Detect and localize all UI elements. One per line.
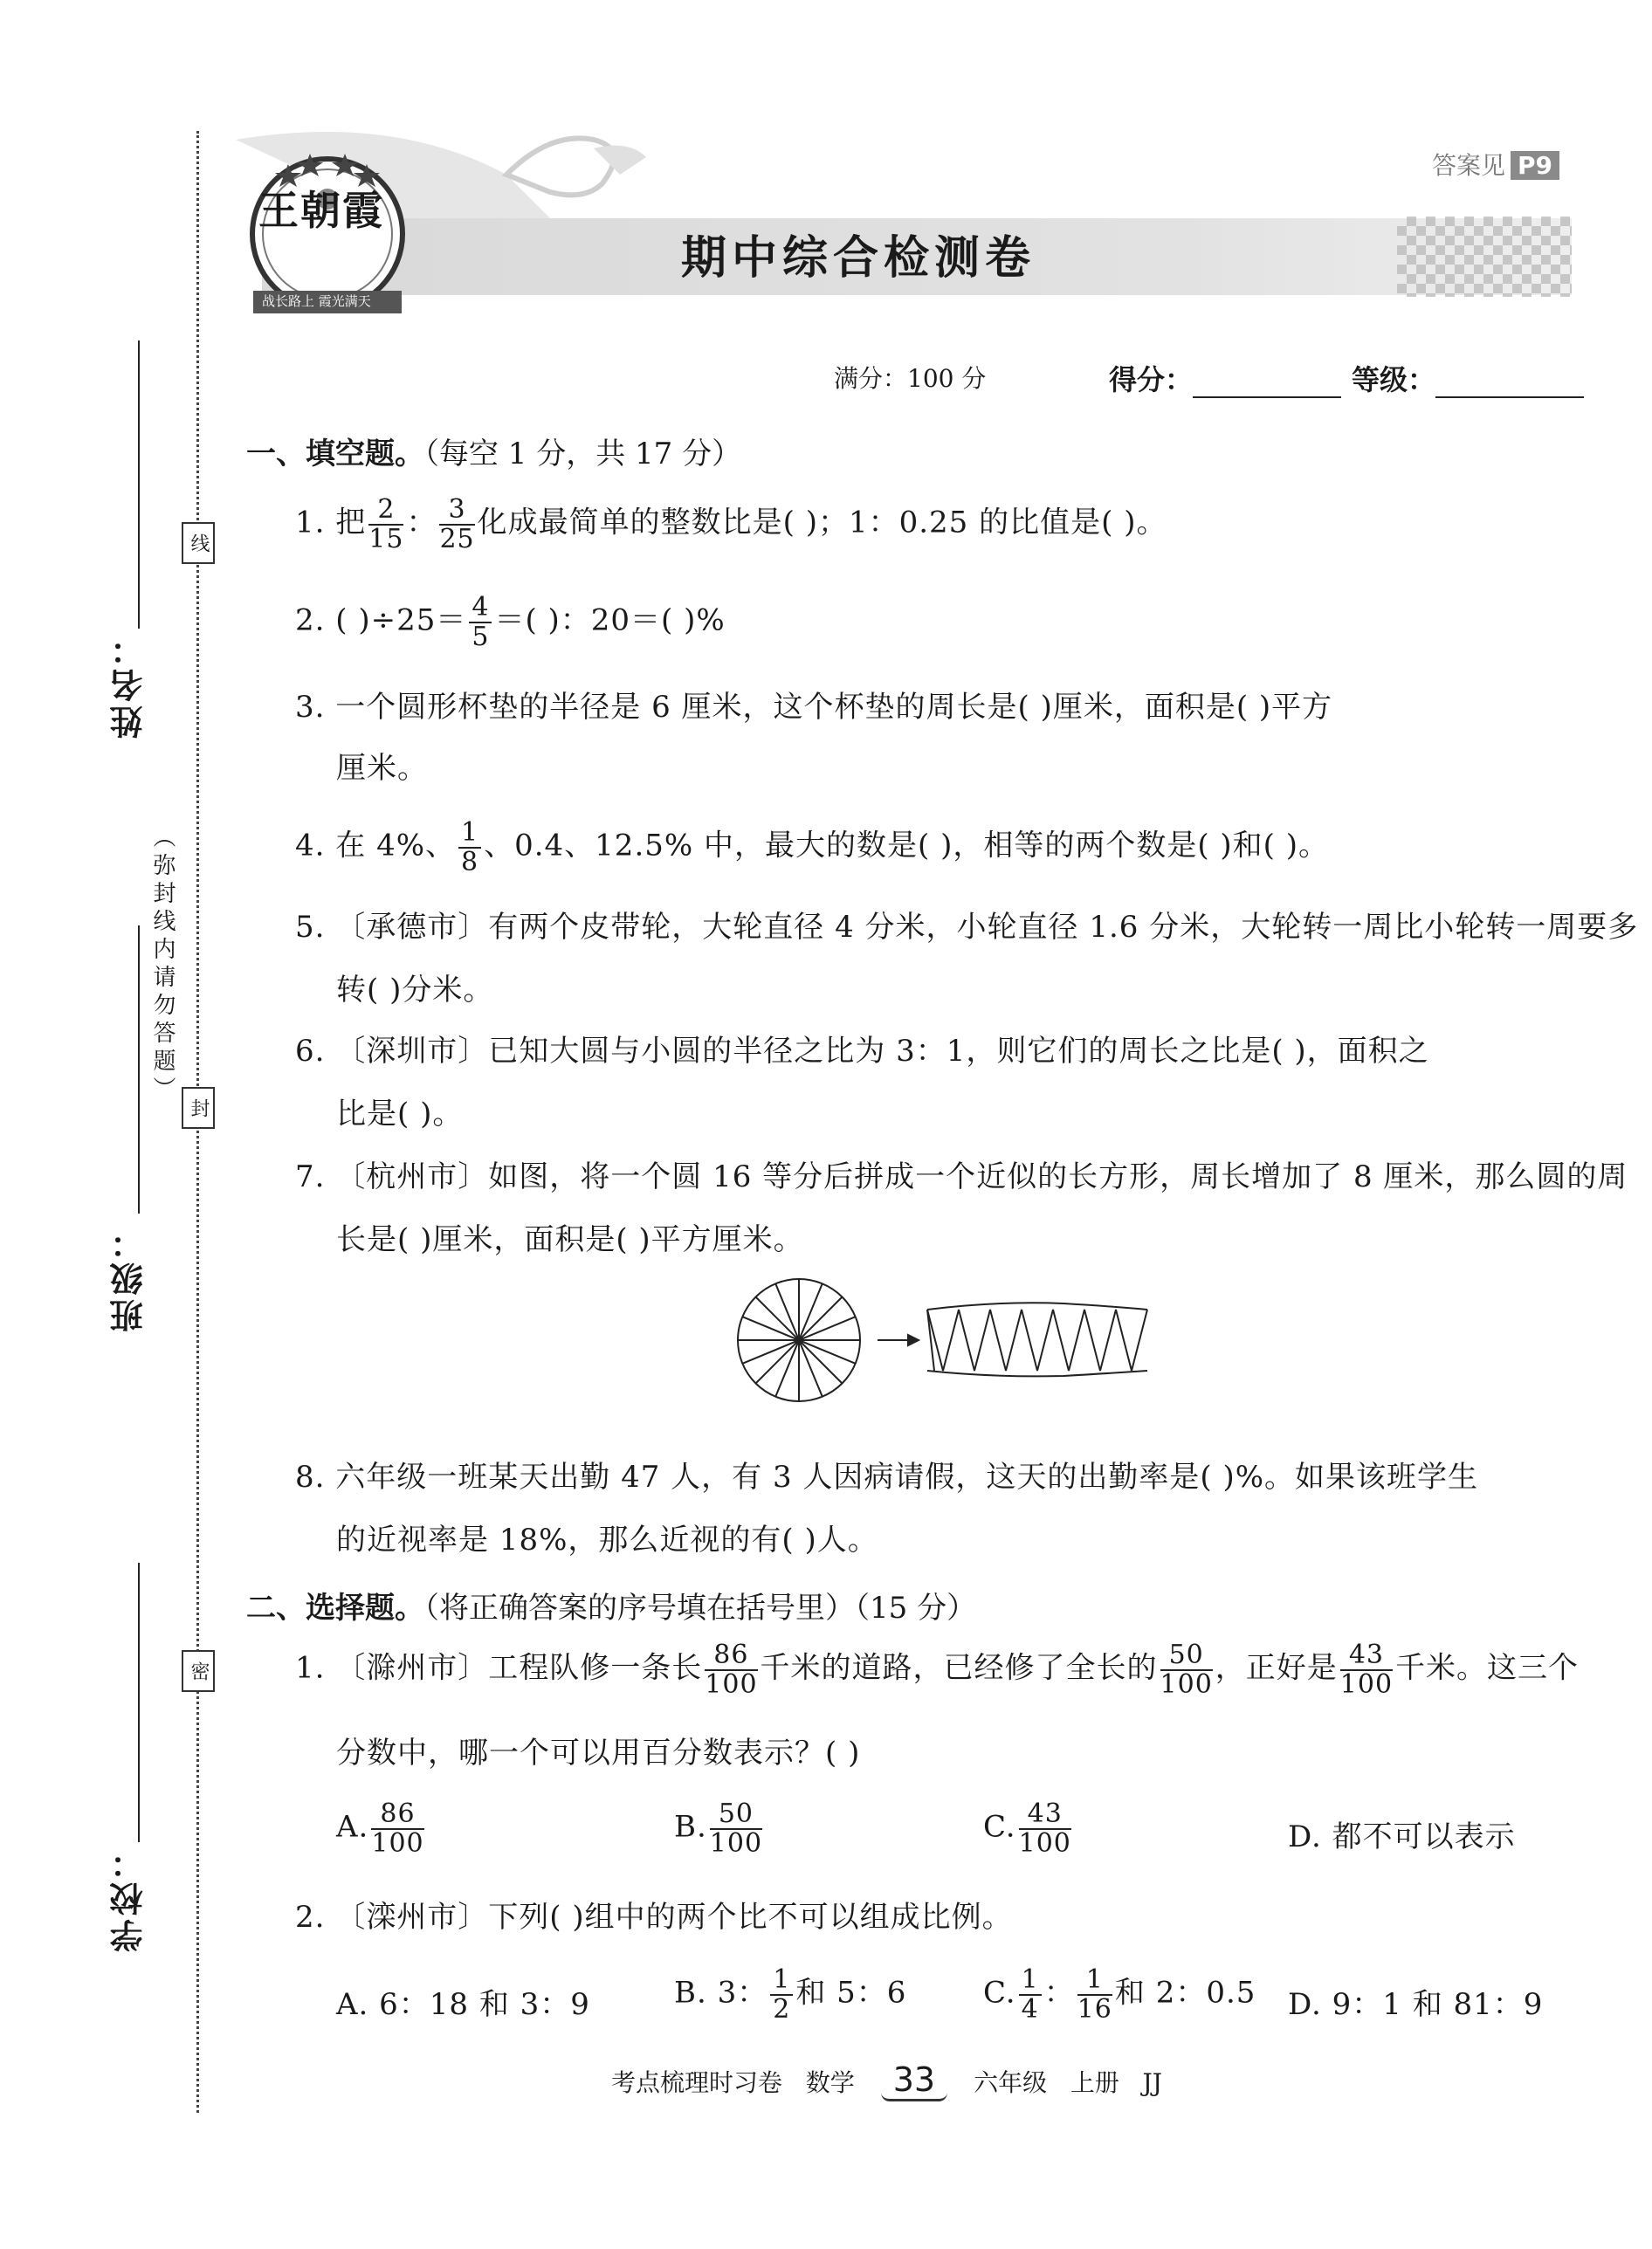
section1-note: （每空 1 分，共 17 分）	[424, 437, 742, 471]
q-text: 一个圆形杯垫的半径是 6 厘米，这个杯垫的周长是( )厘米，面积是( )平方	[335, 690, 1333, 725]
footer-grade: 六年级	[974, 2068, 1048, 2097]
s2-q2-option-c[interactable]	[983, 1966, 1256, 2023]
s1-q6-line2: 比是( )。	[336, 1097, 464, 1131]
denominator: 15	[368, 523, 404, 554]
denominator: 100	[1160, 1668, 1213, 1700]
full-marks: 满分：100 分	[834, 364, 987, 393]
s1-q5-line1	[295, 903, 1638, 946]
score-field[interactable]	[1109, 358, 1341, 398]
numerator: 3	[439, 496, 474, 526]
option-text: B. 3：	[674, 1975, 768, 2011]
numerator: 1	[770, 1966, 793, 1996]
name-label: 姓名：	[110, 629, 148, 739]
numerator: 50	[1160, 1641, 1213, 1671]
q-text: 〔深圳市〕已知大圆与小圆的半径之比为 3：1，则它们的周长之比是( )，面积之	[335, 1034, 1429, 1069]
q-text: ，正好是	[1215, 1650, 1338, 1686]
ratio-colon: ：	[1043, 1975, 1075, 2011]
denominator: 16	[1077, 1993, 1112, 2025]
option-text: 和 2：0.5	[1114, 1975, 1256, 2011]
option-label: A.	[336, 1809, 369, 1845]
seal-note: （弥封线内请勿答题）	[149, 825, 176, 1104]
footer-edition: JJ	[1142, 2068, 1162, 2097]
grade-field[interactable]	[1352, 358, 1584, 398]
page-footer	[611, 2060, 1162, 2101]
denominator: 100	[371, 1827, 424, 1859]
s2-q2-option-d[interactable]: D. 9：1 和 81：9	[1288, 1987, 1544, 2022]
option-text: 和 5：6	[795, 1975, 907, 2011]
fraction	[1019, 1966, 1042, 2023]
denominator: 25	[439, 523, 475, 554]
s1-q5-line2: 转( )分米。	[336, 973, 494, 1008]
s2-q1-line1	[295, 1641, 1579, 1698]
score-line[interactable]	[1193, 370, 1341, 398]
page-number: 33	[881, 2060, 947, 2101]
checker-pattern	[1397, 217, 1572, 297]
fraction	[458, 819, 481, 876]
q-text: 〔杭州市〕如图，将一个圆 16 等分后拼成一个近似的长方形，周长增加了 8 厘米，那么圆的周	[335, 1159, 1628, 1194]
s1-q6-line1	[295, 1027, 1429, 1069]
section2-note: （将正确答案的序号填在括号里）（15 分）	[424, 1591, 977, 1626]
numerator: 86	[371, 1800, 423, 1830]
option-c[interactable]	[983, 1800, 1074, 1857]
fraction	[705, 1641, 757, 1698]
class-rule	[138, 925, 140, 1214]
denominator: 100	[1018, 1827, 1071, 1859]
s1-q2	[295, 594, 726, 650]
fraction	[770, 1966, 793, 2023]
numerator: 1	[458, 819, 481, 849]
fraction	[1160, 1641, 1213, 1698]
fraction	[469, 594, 492, 650]
denominator: 5	[472, 621, 490, 652]
footer-book: 考点梳理时习卷	[611, 2068, 783, 2097]
s1-q7-line1	[295, 1152, 1628, 1195]
s2-q2	[295, 1893, 1013, 1936]
q-text: 把	[335, 505, 367, 540]
q-text: ( )÷25＝	[335, 602, 467, 638]
score-label: 得分：	[1109, 363, 1194, 396]
binding-box-line: 线	[182, 522, 215, 564]
answer-reference	[1432, 147, 1559, 182]
footer-term: 上册	[1070, 2068, 1119, 2097]
q-number: 2.	[295, 602, 326, 638]
q-text: 六年级一班某天出勤 47 人，有 3 人因病请假，这天的出勤率是( )%。如果该班学生	[335, 1460, 1479, 1495]
class-label: 班级：	[110, 1222, 148, 1332]
q-number: 1.	[295, 505, 326, 540]
numerator: 43	[1340, 1641, 1393, 1671]
grade-label: 等级：	[1352, 363, 1436, 396]
binding-box-seal: 封	[182, 1087, 215, 1129]
s1-q3-line2: 厘米。	[336, 751, 428, 786]
s1-q7-line2: 长是( )厘米，面积是( )平方厘米。	[336, 1222, 804, 1257]
binding-box-seal2: 密	[182, 1650, 215, 1692]
s2-q1-line2: 分数中，哪一个可以用百分数表示？( )	[336, 1736, 861, 1771]
section1-heading: 一、填空题。	[246, 437, 424, 471]
q-number: 3.	[295, 690, 326, 725]
q-number: 8.	[295, 1460, 326, 1495]
numerator: 86	[705, 1641, 757, 1671]
q-text: 〔滦州市〕下列( )组中的两个比不可以组成比例。	[335, 1900, 1013, 1935]
section1-title	[246, 430, 741, 472]
q-text: 、0.4、12.5% 中，最大的数是( )，相等的两个数是( )和( )。	[484, 828, 1330, 863]
option-d[interactable]: D. 都不可以表示	[1288, 1819, 1516, 1854]
fraction	[371, 1800, 423, 1857]
approx-rectangle	[927, 1303, 1147, 1376]
option-label: B.	[674, 1809, 707, 1845]
option-label: C.	[983, 1809, 1016, 1845]
school-rule	[138, 1563, 140, 1842]
q-number: 2.	[295, 1900, 326, 1935]
s1-q8-line2: 的近视率是 18%，那么近视的有( )人。	[336, 1523, 878, 1558]
denominator: 100	[705, 1668, 758, 1700]
footer-subject: 数学	[805, 2068, 855, 2097]
q-text: 〔滁州市〕工程队修一条长	[335, 1650, 703, 1686]
grade-line[interactable]	[1435, 370, 1584, 398]
divided-circle	[738, 1279, 860, 1401]
denominator: 100	[709, 1827, 763, 1859]
q-number: 7.	[295, 1159, 326, 1194]
logo-slogan: 战长路上 霞光满天	[262, 293, 371, 309]
s1-q8-line1	[295, 1453, 1478, 1496]
numerator: 1	[1019, 1966, 1042, 1996]
s1-q4	[295, 819, 1329, 876]
q-text: 〔承德市〕有两个皮带轮，大轮直径 4 分米，小轮直径 1.6 分米，大轮转一周比小轮转一周要多	[335, 910, 1639, 945]
denominator: 4	[1021, 1993, 1039, 2025]
s2-q2-option-b[interactable]	[674, 1966, 906, 2023]
numerator: 43	[1019, 1800, 1071, 1830]
fraction	[368, 496, 403, 553]
q-number: 6.	[295, 1034, 326, 1069]
option-b[interactable]	[674, 1800, 765, 1857]
fraction	[1019, 1800, 1071, 1857]
denominator: 8	[461, 846, 479, 877]
logo-name: 王朝霞	[258, 187, 384, 234]
arrow-icon	[878, 1335, 919, 1345]
numerator: 1	[1077, 1966, 1112, 1996]
circle-to-rectangle-figure	[733, 1275, 1153, 1406]
s2-q2-option-a[interactable]: A. 6：18 和 3：9	[336, 1987, 590, 2022]
fraction	[1077, 1966, 1112, 2023]
fraction	[710, 1800, 762, 1857]
denominator: 2	[773, 1993, 791, 2025]
answer-ref-label: 答案见	[1432, 151, 1506, 180]
denominator: 100	[1339, 1668, 1394, 1700]
q-number: 1.	[295, 1650, 326, 1686]
section2-heading: 二、选择题。	[246, 1591, 424, 1626]
numerator: 50	[710, 1800, 762, 1830]
section2-title	[246, 1584, 976, 1627]
fraction	[1340, 1641, 1393, 1698]
option-a[interactable]	[336, 1800, 427, 1857]
q-text: 化成最简单的整数比是( )；1：0.25 的比值是( )。	[477, 505, 1167, 540]
q-text: 千米的道路，已经修了全长的	[760, 1650, 1158, 1686]
school-label: 学校：	[110, 1842, 148, 1952]
answer-page-tag: P9	[1511, 151, 1559, 180]
s1-q3-line1	[295, 683, 1332, 726]
option-text: C.	[983, 1975, 1016, 2011]
q-text: 千米。这三个	[1395, 1650, 1580, 1686]
ratio-colon: ：	[406, 505, 437, 540]
numerator: 2	[368, 496, 403, 526]
q-number: 4.	[295, 828, 326, 863]
s1-q1	[295, 496, 1167, 553]
q-text: 在 4%、	[335, 828, 457, 863]
page-title: 期中综合检测卷	[681, 232, 1036, 285]
q-number: 5.	[295, 910, 326, 945]
fraction	[439, 496, 474, 553]
name-rule	[138, 340, 140, 629]
q-text: ＝( )：20＝( )%	[494, 602, 726, 638]
numerator: 4	[469, 594, 492, 623]
